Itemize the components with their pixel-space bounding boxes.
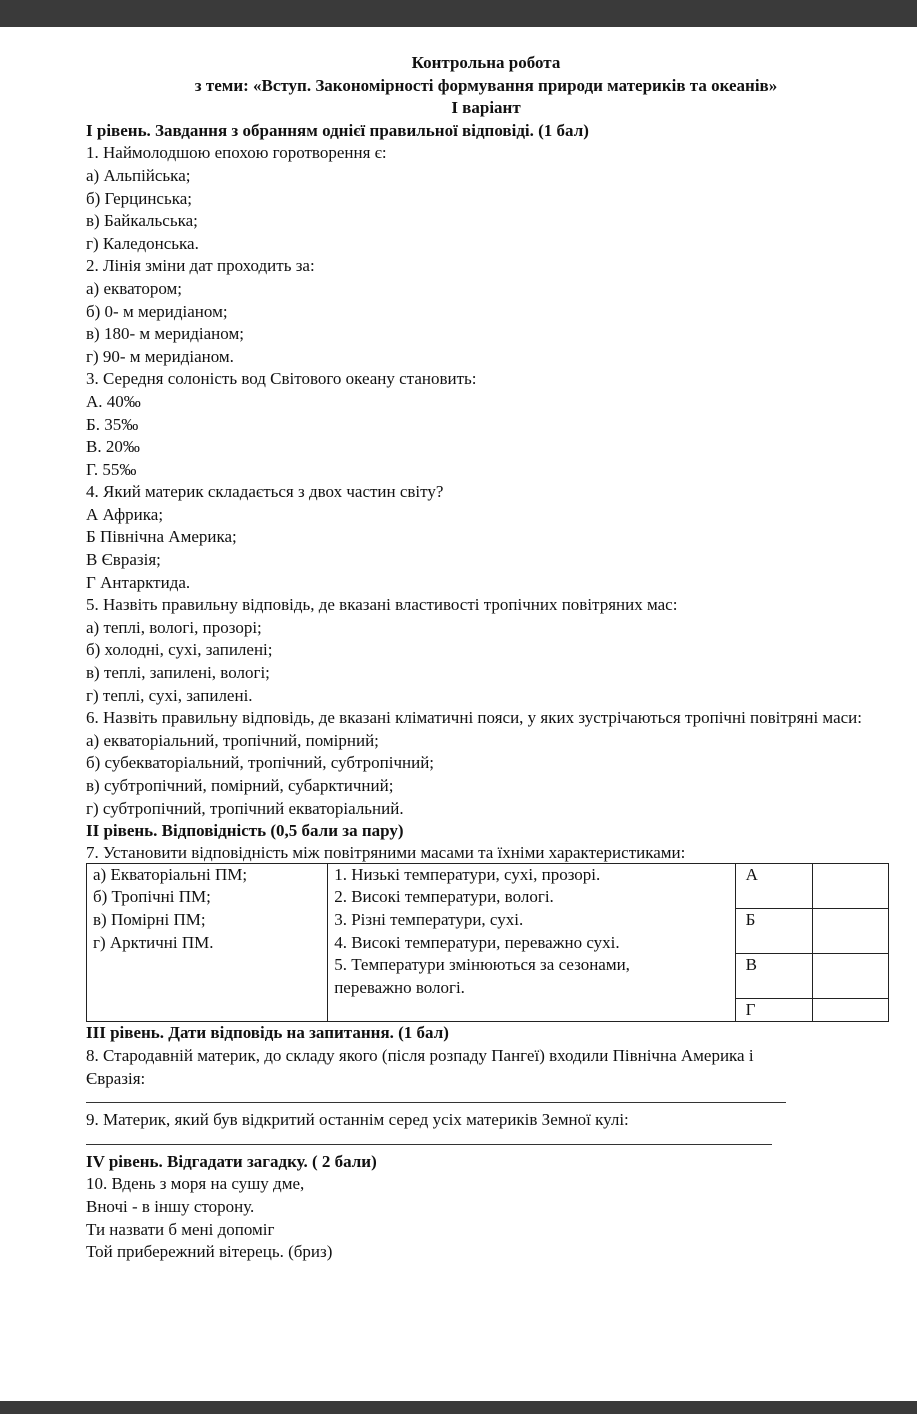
question-3: 3. Середня солоність вод Світового океану становить: [86, 369, 477, 389]
answer-letter: Б [735, 908, 812, 953]
answer-letter: А [735, 863, 812, 908]
doc-variant: І варіант [451, 98, 521, 118]
answer-option: а) Альпійська; [86, 165, 191, 185]
top-bar [0, 0, 917, 27]
answer-option: в) 180- м меридіаном; [86, 324, 244, 344]
document-page [86, 52, 886, 1264]
answer-option: В. 20‰ [86, 437, 140, 457]
right-item: 2. Високі температури, вологі. [334, 887, 554, 907]
bottom-bar [0, 1401, 917, 1414]
characteristics-cell [328, 863, 735, 1022]
q8-answer-line[interactable] [86, 1090, 786, 1103]
doc-topic: з теми: «Вступ. Закономірності формування природи материків та океанів» [194, 75, 778, 95]
answer-option: в) субтропічний, помірний, субарктичний; [86, 776, 394, 795]
answer-option: В Євразія; [86, 550, 161, 570]
answer-option: б) субекваторіальний, тропічний, субтропічний; [86, 753, 435, 773]
answer-option: г) Каледонська. [86, 233, 199, 253]
riddle-line: Той прибережний вітерець. (бриз) [86, 1242, 333, 1262]
answer-option: б) холодні, сухі, запилені; [86, 640, 273, 660]
air-masses-cell [87, 863, 328, 1022]
answer-option: Г Антарктида. [86, 572, 191, 592]
answer-blank[interactable] [812, 863, 888, 908]
answer-blank[interactable] [812, 998, 888, 1022]
left-item: в) Помірні ПМ; [93, 909, 206, 929]
answer-option: г) теплі, сухі, запилені. [86, 685, 253, 705]
answer-option: Б. 35‰ [86, 414, 139, 434]
answer-option: в) теплі, запилені, вологі; [86, 663, 270, 683]
right-item: 1. Низькі температури, сухі, прозорі. [334, 864, 601, 884]
answer-option: Г. 55‰ [86, 459, 137, 479]
level2-heading: ІІ рівень. Відповідність (0,5 бали за пару) [86, 821, 404, 841]
level3-heading: ІІІ рівень. Дати відповідь на запитання. (1 бал) [86, 1023, 449, 1043]
answer-option: а) екваторіальний, тропічний, помірний; [86, 730, 379, 750]
q7-text: 7. Установити відповідність між повітряними масами та їхніми характеристиками: [86, 842, 686, 862]
riddle-line: Ти назвати б мені допоміг [86, 1219, 275, 1239]
answer-option: а) теплі, вологі, прозорі; [86, 617, 262, 637]
answer-option: А. 40‰ [86, 391, 141, 411]
answer-blank[interactable] [812, 953, 888, 998]
answer-option: г) 90- м меридіаном. [86, 346, 234, 366]
riddle-line: 10. Вдень з моря на сушу дме, [86, 1174, 305, 1194]
left-item: а) Екваторіальні ПМ; [93, 864, 248, 884]
answer-blank[interactable] [812, 908, 888, 953]
question-1: 1. Наймолодшою епохою горотворення є: [86, 143, 387, 163]
answer-option: в) Байкальська; [86, 211, 198, 231]
doc-title: Контрольна робота [411, 53, 561, 72]
answer-letter: В [735, 953, 812, 998]
answer-option: г) субтропічний, тропічний екваторіальний. [86, 798, 404, 818]
q9-answer-line[interactable] [86, 1132, 772, 1145]
question-5: 5. Назвіть правильну відповідь, де вказані властивості тропічних повітряних мас: [86, 595, 678, 615]
left-item: г) Арктичні ПМ. [93, 932, 214, 952]
right-item: 3. Різні температури, сухі. [334, 909, 524, 929]
level1-questions [86, 142, 886, 820]
level1-heading: І рівень. Завдання з обранням однієї правильної відповіді. (1 бал) [86, 120, 589, 140]
question-4: 4. Який материк складається з двох частин світу? [86, 482, 444, 502]
riddle-line: Вночі - в іншу сторону. [86, 1196, 255, 1216]
right-item: 4. Високі температури, переважно сухі. [334, 932, 620, 952]
q9-text: 9. Материк, який був відкритий останнім серед усіх материків Земної кулі: [86, 1110, 629, 1130]
q8-text: 8. Стародавній материк, до складу якого (після розпаду Пангеї) входили Північна Америка і Євразія: [86, 1045, 754, 1088]
question-6: 6. Назвіть правильну відповідь, де вказані кліматичні пояси, у яких зустрічаються тропічні повітряні маси: [86, 708, 862, 728]
answer-letter: Г [735, 998, 812, 1022]
question-2: 2. Лінія зміни дат проходить за: [86, 256, 315, 276]
matching-table [86, 863, 889, 1023]
answer-option: б) 0- м меридіаном; [86, 301, 228, 321]
left-item: б) Тропічні ПМ; [93, 887, 211, 907]
answer-option: Б Північна Америка; [86, 527, 237, 547]
answer-option: А Африка; [86, 504, 164, 524]
level4-heading: IV рівень. Відгадати загадку. ( 2 бали) [86, 1151, 377, 1171]
right-item: 5. Температури змінюються за сезонами, переважно вологі. [334, 955, 630, 997]
answer-option: а) екватором; [86, 278, 183, 298]
answer-option: б) Герцинська; [86, 188, 193, 208]
